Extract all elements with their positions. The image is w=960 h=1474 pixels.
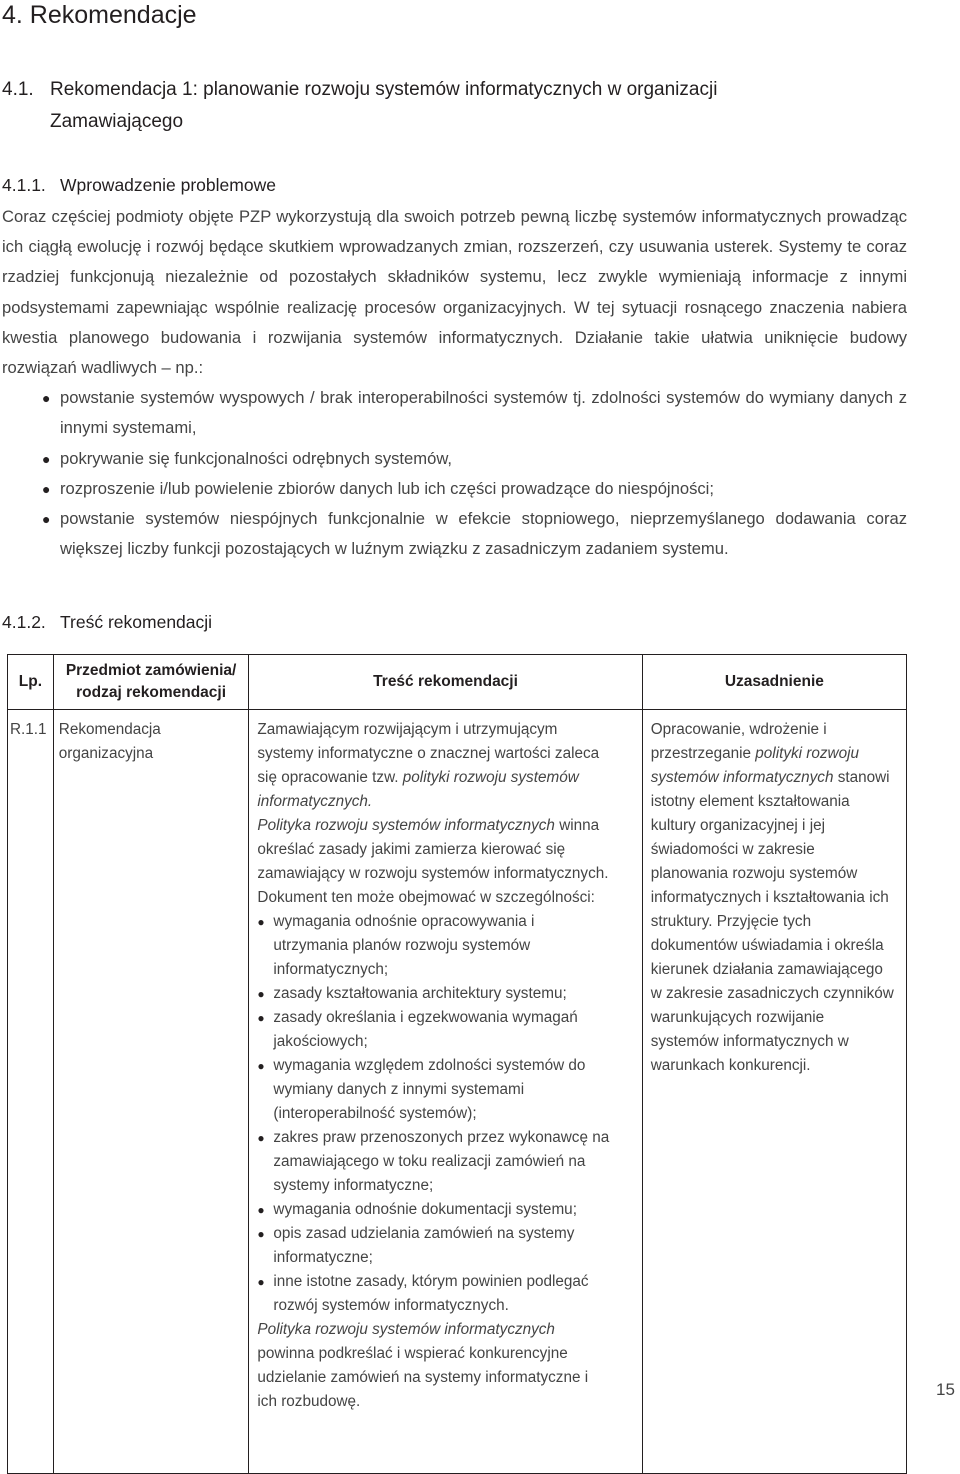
bullet-icon: ● [42,480,51,497]
cell-lp: R.1.1 [8,710,54,1474]
intro-section-title: Wprowadzenie problemowe [60,175,276,195]
chapter-heading: 4. Rekomendacje [2,1,197,29]
list-item: ● powstanie systemów wyspowych / brak interoperabilności systemów tj. zdolności systemów do wymiany danych z innymi systemami, [2,383,907,443]
bullet-icon: ● [257,1203,265,1217]
list-item: ● opis zasad udzielania zamówień na systemy informatyczne; [257,1222,611,1270]
bullet-icon: ● [257,1131,265,1145]
recommendation-heading-number: 4.1. [2,79,34,100]
bullet-icon: ● [257,915,265,929]
bullet-icon: ● [257,1275,265,1289]
recommendation-heading-line1: Rekomendacja 1: planowanie rozwoju systemów informatycznych w organizacji [50,79,718,100]
intro-paragraph: Coraz częściej podmioty objęte PZP wykorzystują dla swoich potrzeb pewną liczbę systemów informatycznych prowadząc ich ciągłą ewolucję i rozwój będące skutkiem wprowadzanych zmian, rozszerzeń, czy usuwania usterek. Systemy te coraz rzadziej funkcjonują niezależnie od pozostałych składników systemu, lecz zwykle wymieniają informacje z innymi podsystemami zapewniając wspólnie realizację procesów organizacyjnych. W tej sytuacji rosnącego znaczenia nabiera kwestia planowego budowania i rozwijania systemów informatycznych. Działanie takie ułatwia uniknięcie budowy rozwiązań wadliwych – np.: [2,207,907,378]
intro-section-heading [2,172,276,198]
list-item: ● zasady określania i egzekwowania wymagań jakościowych; [257,1006,611,1054]
cell-content: Zamawiającym rozwijającym i utrzymującym systemy informatyczne o znacznej wartości zaleca się opracowanie tzw. polityki rozwoju systemów informatycznych. Polityka rozwoju systemów informatycznych winna określać zasady jakimi zamierza kierować się zamawiający w rozwoju systemów informatycznych. Dokument ten może obejmować w szczególności: ● wymagania odnośnie opracowywania i utrzymania planów rozwoju systemów informatycznych; ● zasady kształtowania architektury systemu; ● zasady określania i egzekwowania wymagań jakościowych; ● wymagania względem zdolności systemów do wymiany danych z innymi systemami (interoperabilność systemów); ● zakres praw przenoszonych przez wykonawcę na zamawiającego w toku realizacji zamówień na systemy informatyczne; ● wymagania odnośnie dokumentacji systemu; ● opis zasad udzielania zamówień na systemy informatyczne; ● inne istotne zasady, którym powinien podlegać rozwój systemów informatycznych. Polityka rozwoju systemów informatycznych powinna podkreślać i wspierać konkurencyjne udzielanie zamówień na systemy informatyczne i ich rozbudowę. [249,710,642,1474]
list-item: ● powstanie systemów niespójnych funkcjonalnie w efekcie stopniowego, nieprzemyślanego dodawania coraz większej liczby funkcji pozostających w luźnym związku z zasadniczym zadaniem systemu. [2,504,907,564]
rec-section-number: 4.1.2. [2,612,46,632]
recommendation-heading [2,74,717,138]
list-item: ● wymagania względem zdolności systemów do wymiany danych z innymi systemami (interoperabilność systemów); [257,1054,611,1126]
bullet-icon: ● [257,987,265,1001]
content-bullet-list [257,910,611,1318]
list-item: ● wymagania odnośnie opracowywania i utrzymania planów rozwoju systemów informatycznych; [257,910,611,982]
recommendation-content-heading [2,609,212,635]
recommendation-heading-line2: Zamawiającego [50,111,184,132]
bullet-icon: ● [257,1011,265,1025]
header-subject: Przedmiot zamówienia/ rodzaj rekomendacji [53,655,249,710]
recommendation-table [7,654,907,1474]
intro-section-number: 4.1.1. [2,175,46,195]
header-justification: Uzasadnienie [642,655,906,710]
page-number: 15 [936,1380,955,1399]
bullet-icon: ● [42,390,51,407]
bullet-icon: ● [42,511,51,528]
header-content: Treść rekomendacji [249,655,642,710]
cell-subject: Rekomendacja organizacyjna [53,710,249,1474]
intro-body [2,202,907,564]
header-lp: Lp. [8,655,54,710]
list-item: ● rozproszenie i/lub powielenie zbiorów danych lub ich części prowadzące do niespójności; [2,474,907,504]
list-item: ● zasady kształtowania architektury systemu; [257,982,611,1006]
table-row [8,710,907,1474]
bullet-icon: ● [257,1059,265,1073]
list-item: ● wymagania odnośnie dokumentacji systemu; [257,1198,611,1222]
list-item: ● zakres praw przenoszonych przez wykonawcę na zamawiającego w toku realizacji zamówień na systemy informatyczne; [257,1126,611,1198]
list-item: ● pokrywanie się funkcjonalności odrębnych systemów, [2,444,907,474]
rec-section-title: Treść rekomendacji [60,612,213,632]
list-item: ● inne istotne zasady, którym powinien podlegać rozwój systemów informatycznych. [257,1270,611,1318]
bullet-icon: ● [42,450,51,467]
table-header-row [8,655,907,710]
intro-bullet-list [2,383,907,564]
cell-justification: Opracowanie, wdrożenie i przestrzeganie polityki rozwoju systemów informatycznych stanowi istotny element kształtowania kultury organizacyjnej i jej świadomości w zakresie planowania rozwoju systemów informatycznych i kształtowania ich struktury. Przyjęcie tych dokumentów uświadamia i określa kierunek działania zamawiającego w zakresie zasadniczych czynników warunkujących rozwijanie systemów informatycznych w warunkach konkurencji. [642,710,906,1474]
bullet-icon: ● [257,1227,265,1241]
